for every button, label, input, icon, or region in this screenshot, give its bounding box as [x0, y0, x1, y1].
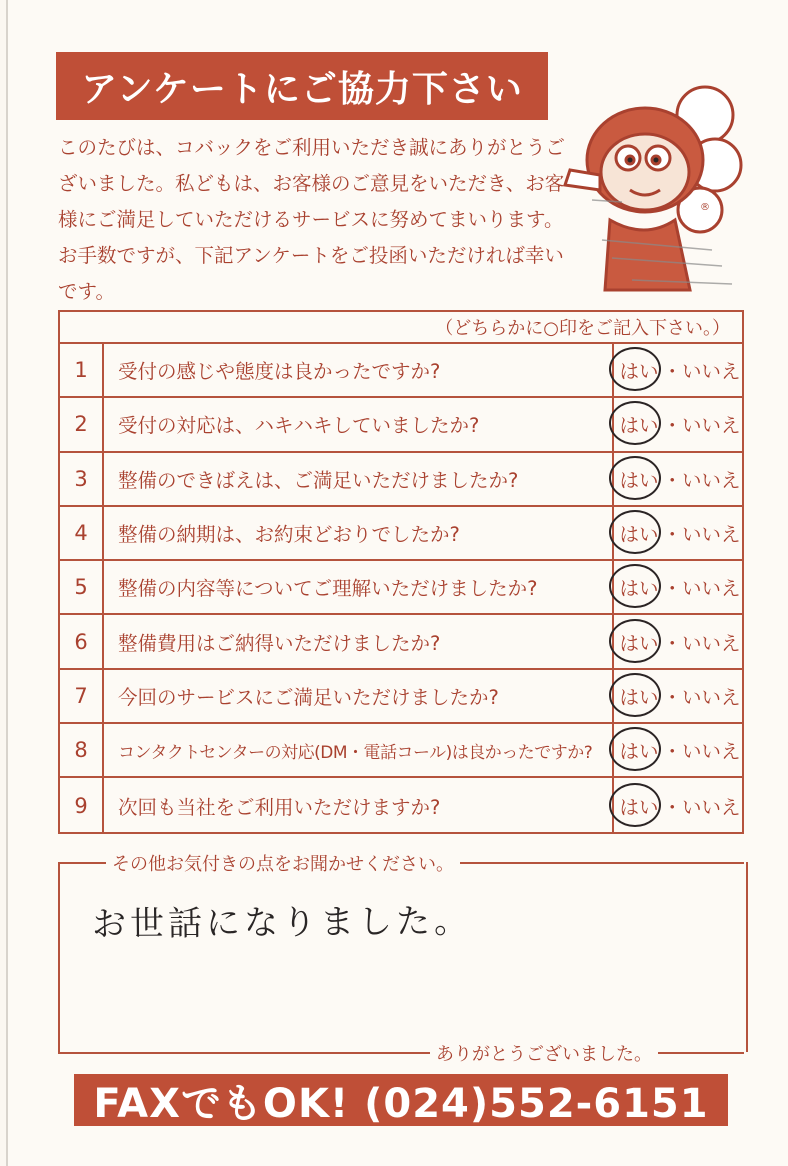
row-question: 次回も当社をご利用いただけますか? [104, 778, 614, 832]
row-number: 8 [60, 724, 104, 776]
row-number: 5 [60, 561, 104, 613]
handwritten-comment: お世話になりました。 [91, 901, 473, 945]
table-row [60, 453, 742, 507]
row-number: 1 [60, 344, 104, 396]
row-number: 6 [60, 615, 104, 667]
answer-yes[interactable]: はい [615, 519, 662, 547]
table-row [60, 724, 742, 778]
answer-options[interactable] [614, 453, 742, 505]
table-row [60, 561, 742, 615]
table-row [60, 615, 742, 669]
answer-options[interactable] [614, 344, 742, 396]
table-row [60, 778, 742, 832]
answer-separator: ・ [662, 577, 682, 601]
answer-options[interactable] [614, 561, 742, 613]
answer-separator: ・ [662, 414, 682, 438]
scan-marks [592, 180, 742, 300]
row-question: 整備のできばえは、ご満足いただけましたか? [104, 453, 614, 505]
row-question: コンタクトセンターの対応(DM・電話コール)は良かったですか? [104, 724, 614, 776]
answer-no[interactable]: いいえ [682, 360, 741, 384]
table-row [60, 507, 742, 561]
survey-table [58, 310, 744, 834]
answer-separator: ・ [662, 631, 682, 655]
row-question: 整備の内容等についてご理解いただけましたか? [104, 561, 614, 613]
row-number: 3 [60, 453, 104, 505]
answer-options[interactable] [614, 778, 742, 832]
thanks-text: ありがとうございました。 [430, 1040, 658, 1066]
comment-box[interactable] [58, 862, 748, 1052]
answer-options[interactable] [614, 724, 742, 776]
row-question: 受付の対応は、ハキハキしていましたか? [104, 398, 614, 450]
answer-yes[interactable]: はい [615, 410, 662, 438]
answer-yes[interactable]: はい [615, 682, 662, 710]
row-question: 整備費用はご納得いただけましたか? [104, 615, 614, 667]
answer-options[interactable] [614, 398, 742, 450]
row-number: 9 [60, 778, 104, 832]
answer-options[interactable] [614, 670, 742, 722]
answer-separator: ・ [662, 523, 682, 547]
answer-no[interactable]: いいえ [682, 414, 741, 438]
answer-options[interactable] [614, 615, 742, 667]
answer-no[interactable]: いいえ [682, 523, 741, 547]
answer-options[interactable] [614, 507, 742, 559]
table-row [60, 398, 742, 452]
answer-yes[interactable]: はい [615, 736, 662, 764]
answer-no[interactable]: いいえ [682, 468, 741, 492]
row-number: 2 [60, 398, 104, 450]
fax-banner: FAXでもOK! (024)552-6151 [74, 1074, 728, 1126]
answer-no[interactable]: いいえ [682, 577, 741, 601]
table-row [60, 344, 742, 398]
answer-separator: ・ [662, 685, 682, 709]
answer-yes[interactable]: はい [615, 356, 662, 384]
answer-no[interactable]: いいえ [682, 740, 741, 764]
answer-no[interactable]: いいえ [682, 631, 741, 655]
answer-no[interactable]: いいえ [682, 795, 741, 819]
table-instruction: （どちらかに○印をご記入下さい。） [60, 312, 742, 344]
answer-yes[interactable]: はい [615, 573, 662, 601]
answer-yes[interactable]: はい [615, 792, 662, 820]
table-row [60, 670, 742, 724]
answer-separator: ・ [662, 740, 682, 764]
row-question: 今回のサービスにご満足いただけましたか? [104, 670, 614, 722]
intro-text: このたびは、コバックをご利用いただき誠にありがとうございました。私どもは、お客様のご意見をいただき、お客様にご満足していただけるサービスに努めてまいります。お手数ですが、下記アンケートをご投函いただければ幸いです。 [58, 136, 566, 303]
answer-separator: ・ [662, 468, 682, 492]
answer-yes[interactable]: はい [615, 465, 662, 493]
survey-title: アンケートにご協力下さい [56, 52, 548, 120]
answer-separator: ・ [662, 795, 682, 819]
comment-label: その他お気付きの点をお聞かせください。 [106, 850, 460, 876]
row-question: 受付の感じや態度は良かったですか? [104, 344, 614, 396]
registered-mark: ® [700, 202, 710, 213]
answer-yes[interactable]: はい [615, 628, 662, 656]
row-number: 4 [60, 507, 104, 559]
row-number: 7 [60, 670, 104, 722]
row-question: 整備の納期は、お約束どおりでしたか? [104, 507, 614, 559]
answer-separator: ・ [662, 360, 682, 384]
answer-no[interactable]: いいえ [682, 685, 741, 709]
